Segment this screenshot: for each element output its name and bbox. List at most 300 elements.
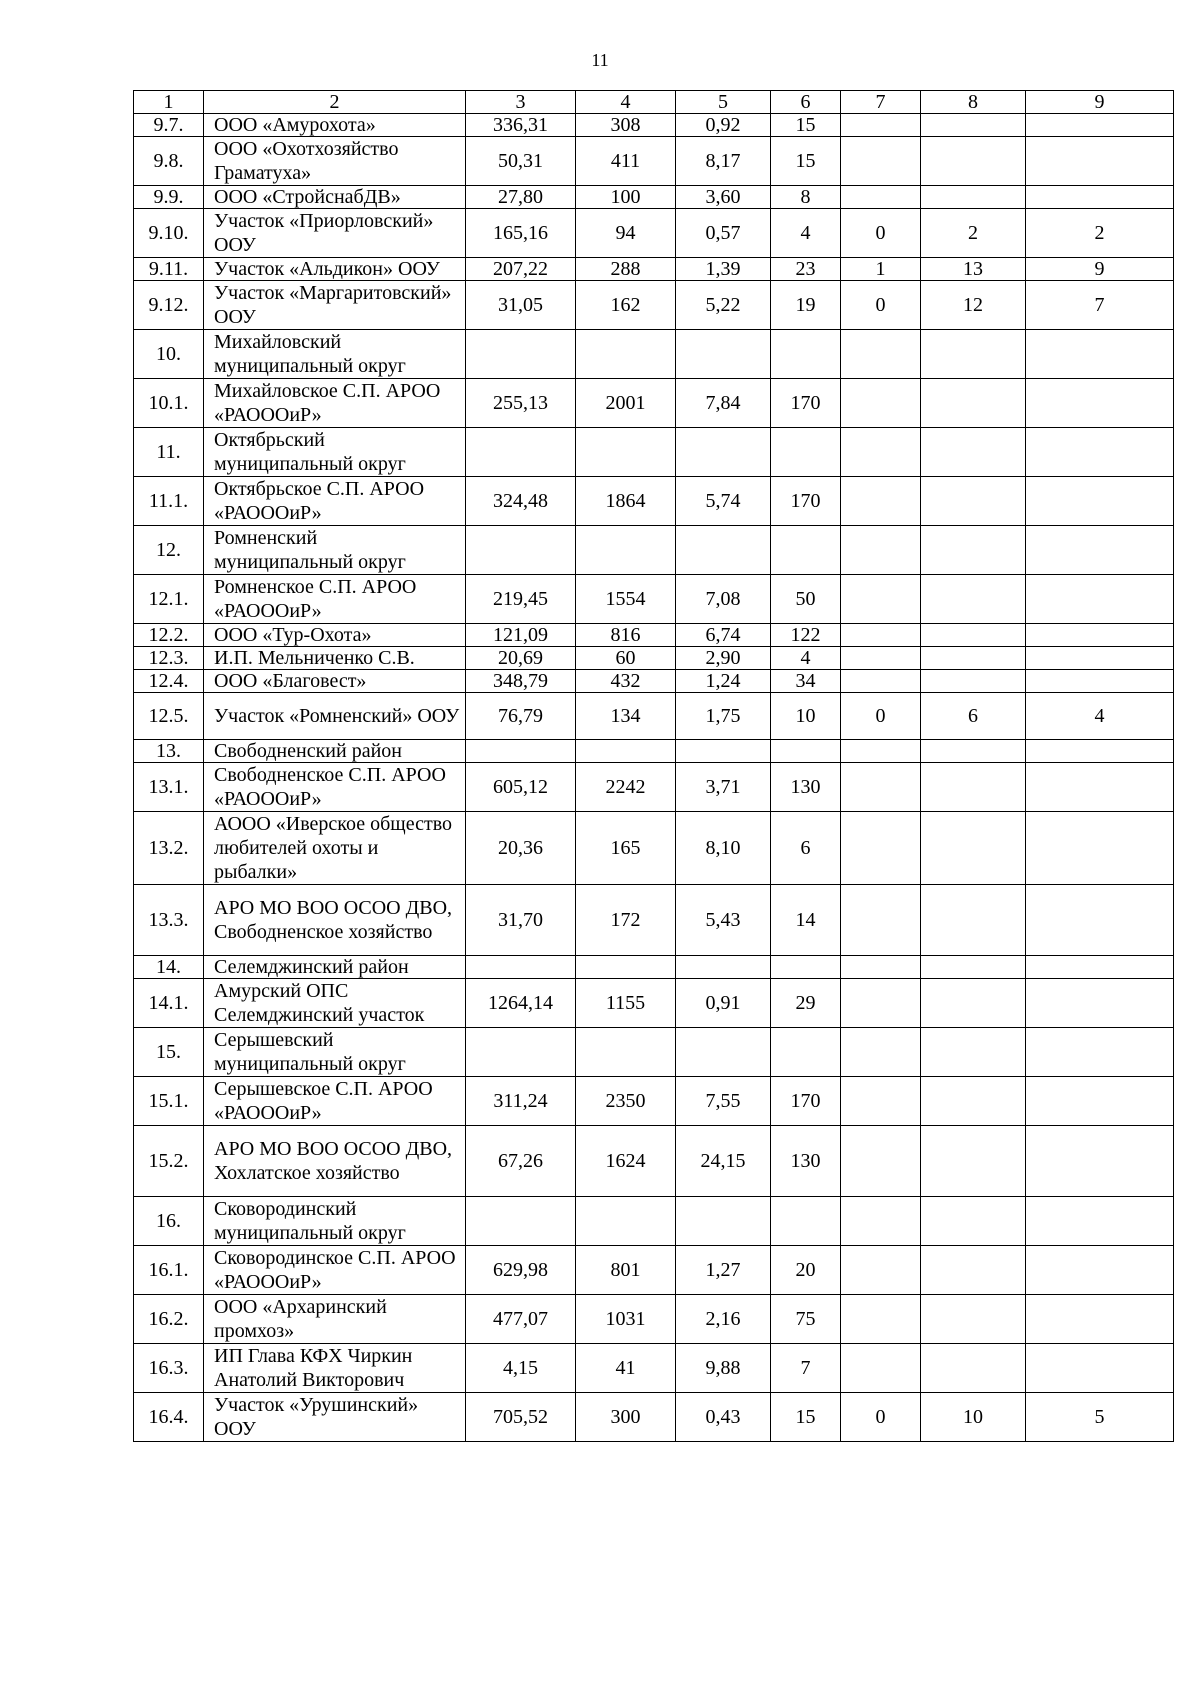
row-number-cell: 12.3. — [134, 647, 204, 670]
value-cell-3: 1264,14 — [466, 979, 576, 1028]
table-row — [134, 281, 1174, 330]
table-row — [134, 670, 1174, 693]
row-number-cell: 14. — [134, 956, 204, 979]
value-cell-8 — [921, 647, 1026, 670]
row-number-cell: 13.2. — [134, 812, 204, 885]
table-body — [134, 91, 1174, 1442]
table-row — [134, 1344, 1174, 1393]
value-cell-7 — [841, 137, 921, 186]
value-cell-5 — [676, 330, 771, 379]
organization-name-cell: Октябрьский муниципальный округ — [204, 428, 466, 477]
value-cell-6: 122 — [771, 624, 841, 647]
value-cell-3 — [466, 1028, 576, 1077]
value-cell-7 — [841, 330, 921, 379]
value-cell-8 — [921, 114, 1026, 137]
value-cell-5 — [676, 1028, 771, 1077]
value-cell-5: 0,43 — [676, 1393, 771, 1442]
value-cell-9 — [1026, 740, 1174, 763]
value-cell-4 — [576, 330, 676, 379]
value-cell-5: 1,24 — [676, 670, 771, 693]
value-cell-3: 165,16 — [466, 209, 576, 258]
value-cell-4: 308 — [576, 114, 676, 137]
row-number-cell: 9.11. — [134, 258, 204, 281]
value-cell-9 — [1026, 624, 1174, 647]
value-cell-6: 4 — [771, 209, 841, 258]
value-cell-3: 4,15 — [466, 1344, 576, 1393]
value-cell-4: 100 — [576, 186, 676, 209]
value-cell-3: 705,52 — [466, 1393, 576, 1442]
value-cell-6: 170 — [771, 477, 841, 526]
table-row — [134, 1126, 1174, 1197]
value-cell-8: 6 — [921, 693, 1026, 740]
value-cell-6: 6 — [771, 812, 841, 885]
value-cell-6 — [771, 526, 841, 575]
value-cell-9 — [1026, 114, 1174, 137]
organization-name-cell: Сковородинский муниципальный округ — [204, 1197, 466, 1246]
value-cell-6: 19 — [771, 281, 841, 330]
table-row — [134, 526, 1174, 575]
row-number-cell: 9.8. — [134, 137, 204, 186]
organization-name-cell: Михайловский муниципальный округ — [204, 330, 466, 379]
value-cell-8 — [921, 1028, 1026, 1077]
value-cell-6: 29 — [771, 979, 841, 1028]
value-cell-7 — [841, 477, 921, 526]
value-cell-4: 816 — [576, 624, 676, 647]
value-cell-7 — [841, 526, 921, 575]
value-cell-6: 130 — [771, 763, 841, 812]
table-row — [134, 209, 1174, 258]
row-number-cell: 13.3. — [134, 885, 204, 956]
value-cell-4: 94 — [576, 209, 676, 258]
value-cell-8 — [921, 1126, 1026, 1197]
value-cell-7 — [841, 1197, 921, 1246]
value-cell-3: 31,05 — [466, 281, 576, 330]
row-number-cell: 12.2. — [134, 624, 204, 647]
value-cell-8 — [921, 330, 1026, 379]
value-cell-3: 67,26 — [466, 1126, 576, 1197]
row-number-cell: 13. — [134, 740, 204, 763]
value-cell-8 — [921, 379, 1026, 428]
organization-name-cell: АООО «Иверское общество любителей охоты и рыбалки» — [204, 812, 466, 885]
organization-name-cell: ИП Глава КФХ Чиркин Анатолий Викторович — [204, 1344, 466, 1393]
organization-name-cell: ООО «Архаринский промхоз» — [204, 1295, 466, 1344]
value-cell-7 — [841, 1028, 921, 1077]
value-cell-6: 130 — [771, 1126, 841, 1197]
value-cell-9 — [1026, 1197, 1174, 1246]
value-cell-9 — [1026, 428, 1174, 477]
value-cell-8 — [921, 526, 1026, 575]
row-number-cell: 15.2. — [134, 1126, 204, 1197]
row-number-cell: 16.1. — [134, 1246, 204, 1295]
value-cell-9 — [1026, 1246, 1174, 1295]
value-cell-3: 27,80 — [466, 186, 576, 209]
value-cell-4: 60 — [576, 647, 676, 670]
table-row — [134, 379, 1174, 428]
value-cell-5: 0,92 — [676, 114, 771, 137]
value-cell-3: 20,36 — [466, 812, 576, 885]
value-cell-7 — [841, 763, 921, 812]
value-cell-5 — [676, 956, 771, 979]
value-cell-9: 5 — [1026, 1393, 1174, 1442]
value-cell-3: 324,48 — [466, 477, 576, 526]
row-number-cell: 9.7. — [134, 114, 204, 137]
value-cell-7 — [841, 979, 921, 1028]
value-cell-9 — [1026, 956, 1174, 979]
value-cell-9 — [1026, 763, 1174, 812]
value-cell-7 — [841, 670, 921, 693]
value-cell-9: 7 — [1026, 281, 1174, 330]
table-header-row — [134, 91, 1174, 114]
table-row — [134, 979, 1174, 1028]
value-cell-4: 801 — [576, 1246, 676, 1295]
value-cell-9 — [1026, 477, 1174, 526]
value-cell-9 — [1026, 379, 1174, 428]
table-row — [134, 740, 1174, 763]
value-cell-4: 2242 — [576, 763, 676, 812]
hunting-grounds-table — [133, 90, 1174, 1442]
value-cell-6: 8 — [771, 186, 841, 209]
value-cell-5: 24,15 — [676, 1126, 771, 1197]
value-cell-5: 3,71 — [676, 763, 771, 812]
row-number-cell: 9.12. — [134, 281, 204, 330]
value-cell-9: 4 — [1026, 693, 1174, 740]
value-cell-4: 1155 — [576, 979, 676, 1028]
value-cell-7 — [841, 1126, 921, 1197]
value-cell-8 — [921, 979, 1026, 1028]
table-row — [134, 1028, 1174, 1077]
value-cell-9 — [1026, 1344, 1174, 1393]
value-cell-7 — [841, 1077, 921, 1126]
value-cell-9 — [1026, 885, 1174, 956]
value-cell-9 — [1026, 186, 1174, 209]
value-cell-3: 348,79 — [466, 670, 576, 693]
value-cell-6 — [771, 740, 841, 763]
value-cell-6: 170 — [771, 1077, 841, 1126]
organization-name-cell: АРО МО ВОО ОСОО ДВО, Хохлатское хозяйство — [204, 1126, 466, 1197]
value-cell-7: 1 — [841, 258, 921, 281]
value-cell-5: 7,08 — [676, 575, 771, 624]
row-number-cell: 12.1. — [134, 575, 204, 624]
value-cell-9 — [1026, 1028, 1174, 1077]
value-cell-8 — [921, 428, 1026, 477]
value-cell-4: 1624 — [576, 1126, 676, 1197]
table-row — [134, 693, 1174, 740]
value-cell-9 — [1026, 812, 1174, 885]
table-row — [134, 477, 1174, 526]
value-cell-6: 4 — [771, 647, 841, 670]
organization-name-cell: Амурский ОПС Селемджинский участок — [204, 979, 466, 1028]
table-row — [134, 575, 1174, 624]
value-cell-3: 477,07 — [466, 1295, 576, 1344]
value-cell-6: 20 — [771, 1246, 841, 1295]
organization-name-cell: Участок «Ромненский» ООУ — [204, 693, 466, 740]
row-number-cell: 10. — [134, 330, 204, 379]
value-cell-9 — [1026, 1126, 1174, 1197]
value-cell-5: 6,74 — [676, 624, 771, 647]
row-number-cell: 16.4. — [134, 1393, 204, 1442]
organization-name-cell: Участок «Маргаритовский» ООУ — [204, 281, 466, 330]
value-cell-4: 300 — [576, 1393, 676, 1442]
value-cell-3 — [466, 1197, 576, 1246]
value-cell-7: 0 — [841, 209, 921, 258]
organization-name-cell: Серышевское С.П. АРОО «РАОООиР» — [204, 1077, 466, 1126]
value-cell-6 — [771, 1197, 841, 1246]
value-cell-7 — [841, 956, 921, 979]
table-row — [134, 1393, 1174, 1442]
value-cell-4 — [576, 428, 676, 477]
value-cell-3: 20,69 — [466, 647, 576, 670]
value-cell-5: 1,39 — [676, 258, 771, 281]
value-cell-8 — [921, 186, 1026, 209]
value-cell-5: 2,16 — [676, 1295, 771, 1344]
table-row — [134, 114, 1174, 137]
value-cell-9 — [1026, 1077, 1174, 1126]
value-cell-5: 0,91 — [676, 979, 771, 1028]
table-row — [134, 1077, 1174, 1126]
value-cell-3 — [466, 428, 576, 477]
value-cell-4: 134 — [576, 693, 676, 740]
organization-name-cell: Участок «Урушинский» ООУ — [204, 1393, 466, 1442]
row-number-cell: 15. — [134, 1028, 204, 1077]
value-cell-5: 8,17 — [676, 137, 771, 186]
value-cell-8 — [921, 885, 1026, 956]
table-row — [134, 258, 1174, 281]
value-cell-8 — [921, 763, 1026, 812]
organization-name-cell: Ромненский муниципальный округ — [204, 526, 466, 575]
row-number-cell: 10.1. — [134, 379, 204, 428]
table-row — [134, 1197, 1174, 1246]
value-cell-7 — [841, 647, 921, 670]
value-cell-6: 50 — [771, 575, 841, 624]
column-header: 2 — [204, 91, 466, 114]
table-row — [134, 1295, 1174, 1344]
value-cell-7: 0 — [841, 693, 921, 740]
value-cell-6: 15 — [771, 1393, 841, 1442]
row-number-cell: 12.5. — [134, 693, 204, 740]
value-cell-8 — [921, 1246, 1026, 1295]
value-cell-8 — [921, 1295, 1026, 1344]
value-cell-5: 5,22 — [676, 281, 771, 330]
value-cell-3 — [466, 740, 576, 763]
column-header: 5 — [676, 91, 771, 114]
value-cell-7 — [841, 428, 921, 477]
table-row — [134, 186, 1174, 209]
value-cell-3: 76,79 — [466, 693, 576, 740]
table-row — [134, 1246, 1174, 1295]
value-cell-3 — [466, 526, 576, 575]
value-cell-4 — [576, 1197, 676, 1246]
value-cell-8: 2 — [921, 209, 1026, 258]
organization-name-cell: Сковородинское С.П. АРОО «РАОООиР» — [204, 1246, 466, 1295]
value-cell-4: 1554 — [576, 575, 676, 624]
column-header: 9 — [1026, 91, 1174, 114]
organization-name-cell: Серышевский муниципальный округ — [204, 1028, 466, 1077]
value-cell-3: 629,98 — [466, 1246, 576, 1295]
organization-name-cell: Участок «Приорловский» ООУ — [204, 209, 466, 258]
value-cell-5: 5,43 — [676, 885, 771, 956]
value-cell-4: 162 — [576, 281, 676, 330]
value-cell-6: 10 — [771, 693, 841, 740]
value-cell-6 — [771, 428, 841, 477]
organization-name-cell: Свободненское С.П. АРОО «РАОООиР» — [204, 763, 466, 812]
value-cell-4: 288 — [576, 258, 676, 281]
value-cell-4 — [576, 1028, 676, 1077]
page-number: 11 — [591, 50, 609, 70]
row-number-cell: 9.9. — [134, 186, 204, 209]
organization-name-cell: И.П. Мельниченко С.В. — [204, 647, 466, 670]
value-cell-3: 207,22 — [466, 258, 576, 281]
value-cell-7 — [841, 1246, 921, 1295]
value-cell-5: 1,75 — [676, 693, 771, 740]
value-cell-6: 15 — [771, 137, 841, 186]
value-cell-6 — [771, 330, 841, 379]
organization-name-cell: ООО «Амурохота» — [204, 114, 466, 137]
value-cell-7 — [841, 1295, 921, 1344]
value-cell-8 — [921, 670, 1026, 693]
value-cell-7 — [841, 1344, 921, 1393]
value-cell-4: 1864 — [576, 477, 676, 526]
organization-name-cell: ООО «Охотхозяйство Граматуха» — [204, 137, 466, 186]
row-number-cell: 11. — [134, 428, 204, 477]
row-number-cell: 12. — [134, 526, 204, 575]
row-number-cell: 16. — [134, 1197, 204, 1246]
column-header: 7 — [841, 91, 921, 114]
value-cell-8 — [921, 1344, 1026, 1393]
value-cell-8 — [921, 1077, 1026, 1126]
table-row — [134, 137, 1174, 186]
value-cell-6: 23 — [771, 258, 841, 281]
value-cell-4 — [576, 526, 676, 575]
row-number-cell: 12.4. — [134, 670, 204, 693]
value-cell-9 — [1026, 979, 1174, 1028]
value-cell-8 — [921, 956, 1026, 979]
value-cell-9 — [1026, 330, 1174, 379]
table-row — [134, 763, 1174, 812]
value-cell-5: 7,84 — [676, 379, 771, 428]
value-cell-4 — [576, 740, 676, 763]
organization-name-cell: Михайловское С.П. АРОО «РАОООиР» — [204, 379, 466, 428]
value-cell-7 — [841, 379, 921, 428]
value-cell-3: 311,24 — [466, 1077, 576, 1126]
row-number-cell: 15.1. — [134, 1077, 204, 1126]
organization-name-cell: Селемджинский район — [204, 956, 466, 979]
organization-name-cell: ООО «Тур-Охота» — [204, 624, 466, 647]
value-cell-6: 7 — [771, 1344, 841, 1393]
value-cell-5 — [676, 1197, 771, 1246]
row-number-cell: 11.1. — [134, 477, 204, 526]
column-header: 1 — [134, 91, 204, 114]
value-cell-9 — [1026, 137, 1174, 186]
value-cell-9: 2 — [1026, 209, 1174, 258]
value-cell-3: 255,13 — [466, 379, 576, 428]
value-cell-9 — [1026, 575, 1174, 624]
value-cell-8: 12 — [921, 281, 1026, 330]
value-cell-6: 75 — [771, 1295, 841, 1344]
column-header: 4 — [576, 91, 676, 114]
value-cell-5 — [676, 740, 771, 763]
row-number-cell: 13.1. — [134, 763, 204, 812]
value-cell-7 — [841, 575, 921, 624]
table-row — [134, 812, 1174, 885]
value-cell-5: 1,27 — [676, 1246, 771, 1295]
value-cell-8 — [921, 624, 1026, 647]
value-cell-5 — [676, 428, 771, 477]
value-cell-3: 50,31 — [466, 137, 576, 186]
organization-name-cell: ООО «СтройснабДВ» — [204, 186, 466, 209]
organization-name-cell: Октябрьское С.П. АРОО «РАОООиР» — [204, 477, 466, 526]
table-row — [134, 885, 1174, 956]
value-cell-6 — [771, 1028, 841, 1077]
value-cell-5: 8,10 — [676, 812, 771, 885]
value-cell-5: 0,57 — [676, 209, 771, 258]
value-cell-3: 31,70 — [466, 885, 576, 956]
column-header: 3 — [466, 91, 576, 114]
organization-name-cell: Участок «Альдикон» ООУ — [204, 258, 466, 281]
value-cell-9 — [1026, 647, 1174, 670]
table-row — [134, 624, 1174, 647]
value-cell-6: 170 — [771, 379, 841, 428]
value-cell-4: 2001 — [576, 379, 676, 428]
row-number-cell: 16.3. — [134, 1344, 204, 1393]
value-cell-5: 7,55 — [676, 1077, 771, 1126]
row-number-cell: 9.10. — [134, 209, 204, 258]
value-cell-5: 2,90 — [676, 647, 771, 670]
column-header: 6 — [771, 91, 841, 114]
value-cell-8 — [921, 137, 1026, 186]
value-cell-6: 34 — [771, 670, 841, 693]
value-cell-4: 2350 — [576, 1077, 676, 1126]
value-cell-8 — [921, 477, 1026, 526]
value-cell-9 — [1026, 670, 1174, 693]
value-cell-5: 5,74 — [676, 477, 771, 526]
organization-name-cell: Ромненское С.П. АРОО «РАОООиР» — [204, 575, 466, 624]
row-number-cell: 14.1. — [134, 979, 204, 1028]
value-cell-3 — [466, 330, 576, 379]
value-cell-6: 14 — [771, 885, 841, 956]
value-cell-8: 13 — [921, 258, 1026, 281]
value-cell-6: 15 — [771, 114, 841, 137]
table-row — [134, 330, 1174, 379]
value-cell-8 — [921, 1197, 1026, 1246]
value-cell-5: 3,60 — [676, 186, 771, 209]
table-row — [134, 428, 1174, 477]
organization-name-cell: ООО «Благовест» — [204, 670, 466, 693]
value-cell-7: 0 — [841, 281, 921, 330]
value-cell-4: 41 — [576, 1344, 676, 1393]
value-cell-4: 411 — [576, 137, 676, 186]
organization-name-cell: АРО МО ВОО ОСОО ДВО, Свободненское хозяйство — [204, 885, 466, 956]
value-cell-7 — [841, 114, 921, 137]
value-cell-7 — [841, 812, 921, 885]
value-cell-7 — [841, 624, 921, 647]
value-cell-7 — [841, 885, 921, 956]
value-cell-3: 121,09 — [466, 624, 576, 647]
value-cell-7: 0 — [841, 1393, 921, 1442]
organization-name-cell: Свободненский район — [204, 740, 466, 763]
hunting-grounds-table-container — [133, 90, 1173, 1442]
value-cell-4: 172 — [576, 885, 676, 956]
value-cell-4 — [576, 956, 676, 979]
table-row — [134, 956, 1174, 979]
value-cell-3: 605,12 — [466, 763, 576, 812]
value-cell-4: 432 — [576, 670, 676, 693]
value-cell-6 — [771, 956, 841, 979]
value-cell-9 — [1026, 526, 1174, 575]
value-cell-5: 9,88 — [676, 1344, 771, 1393]
value-cell-4: 165 — [576, 812, 676, 885]
value-cell-8: 10 — [921, 1393, 1026, 1442]
value-cell-7 — [841, 186, 921, 209]
